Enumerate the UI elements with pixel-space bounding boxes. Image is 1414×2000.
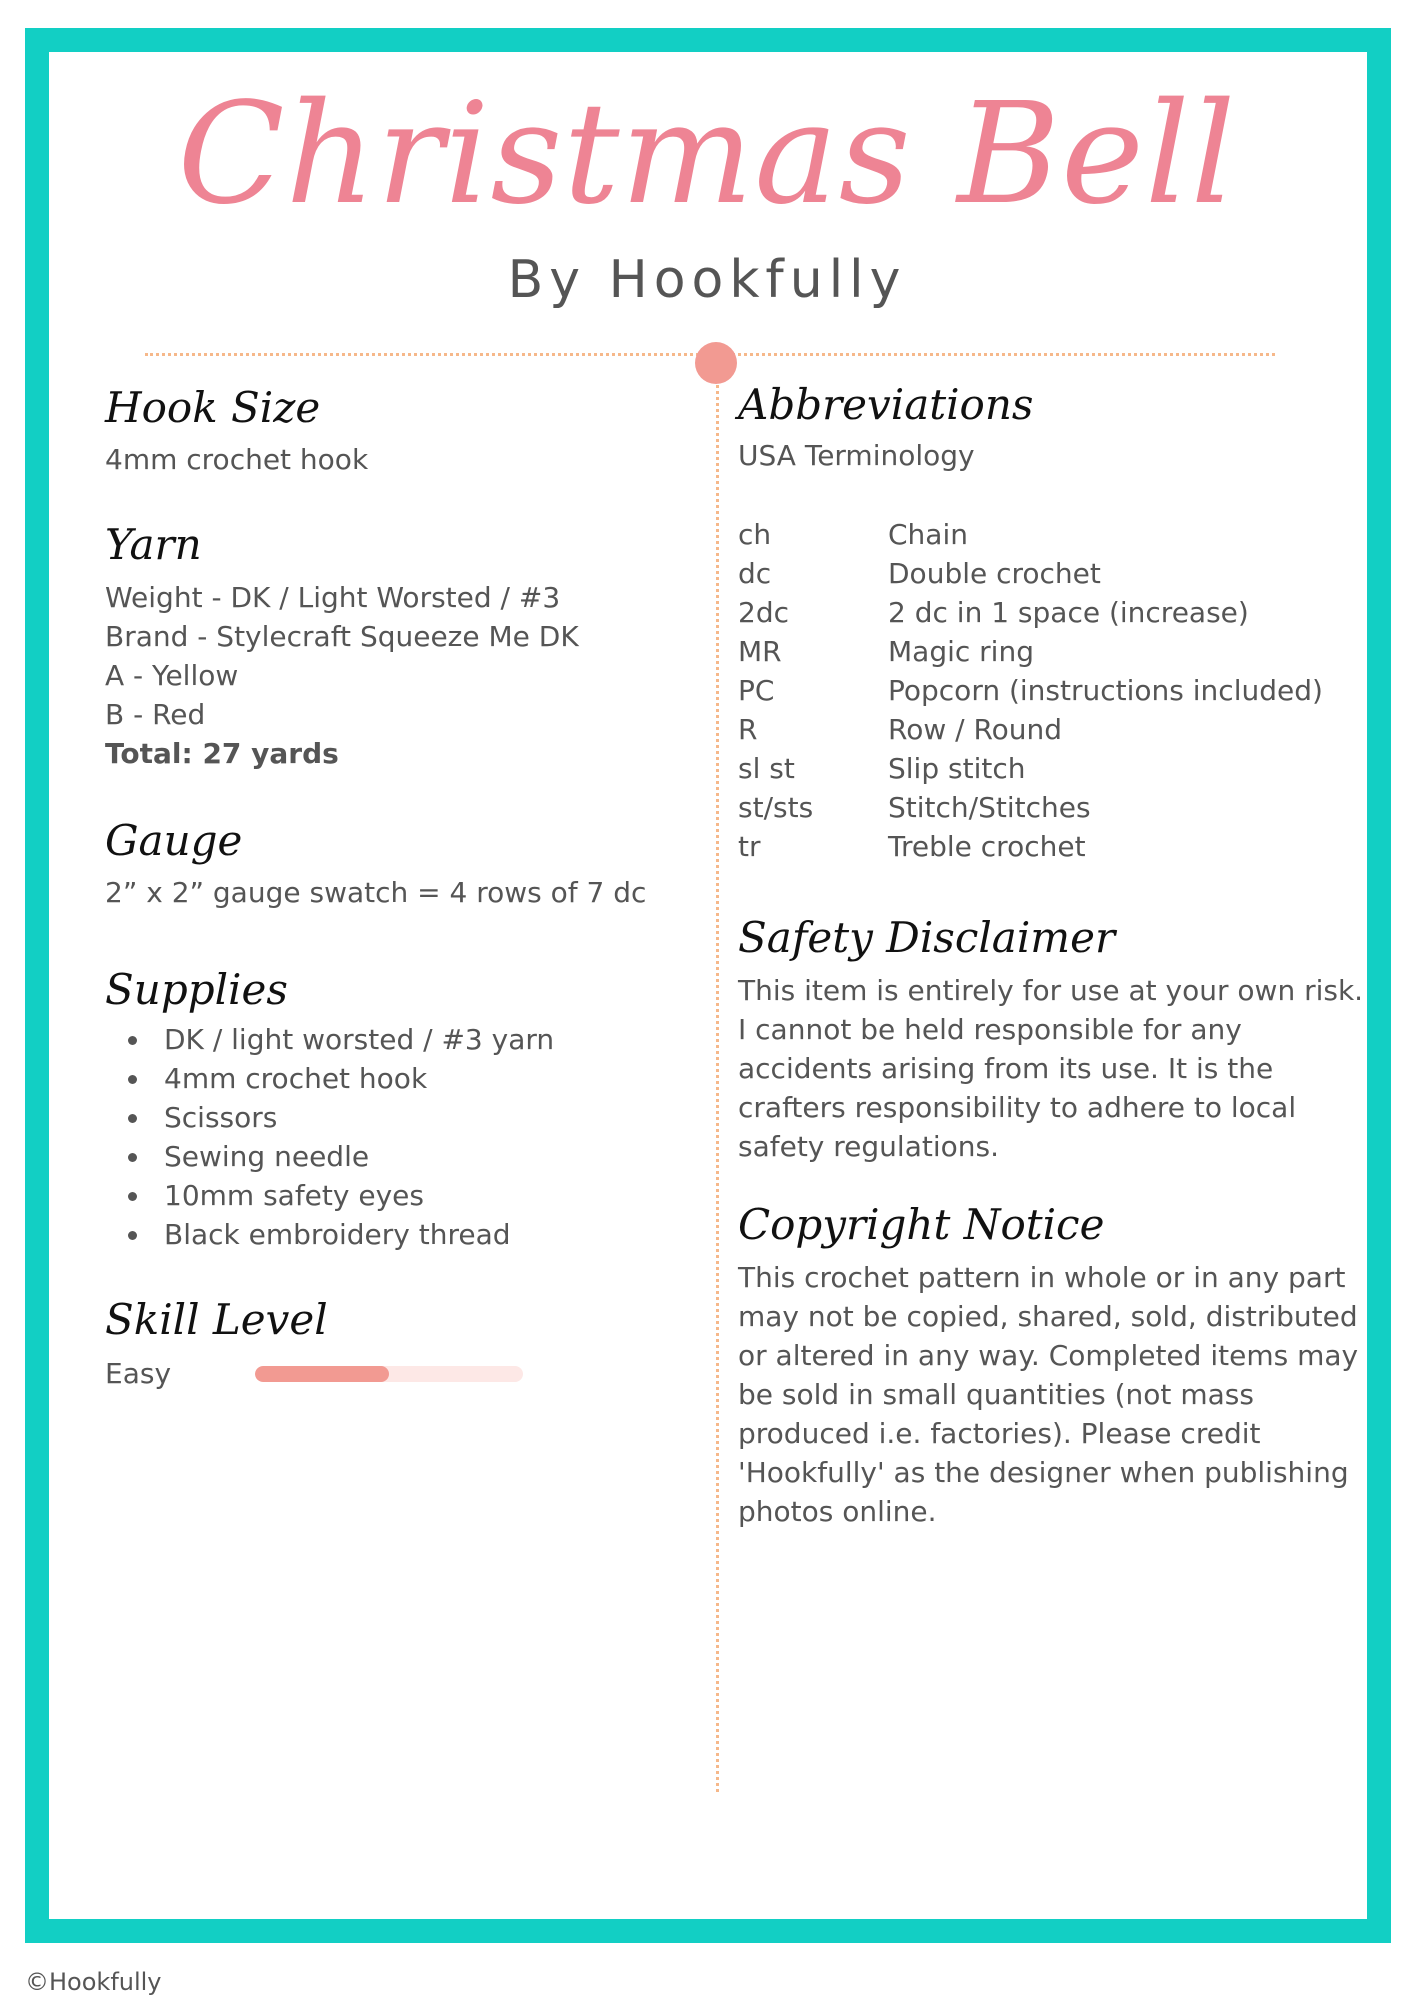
gauge-text: 2” x 2” gauge swatch = 4 rows of 7 dc [105,876,647,909]
pattern-title: Christmas Bell [177,73,1237,236]
abbr-meaning: Stitch/Stitches [888,791,1091,824]
yarn-weight: Weight - DK / Light Worsted / #3 [105,581,561,614]
skill-level-label: Easy [105,1357,172,1390]
pattern-author: By Hookfully [507,250,907,310]
footer-copyright: ©Hookfully [25,1968,162,1996]
abbr-meaning: 2 dc in 1 space (increase) [888,596,1249,629]
safety-text: This item is entirely for use at your own risk. I cannot be held responsible for any accidents arising from its use. It is the crafters responsibility to adhere to local safety regulations. [738,974,1364,1163]
abbr-code: st/sts [738,791,814,824]
yarn-color-a: A - Yellow [105,659,239,692]
abbr-code: sl st [738,752,795,785]
hook-size-heading: Hook Size [105,383,321,432]
abbr-code: tr [738,830,761,863]
abbr-code: PC [738,674,775,707]
yarn-total: Total: 27 yards [105,737,339,770]
abbr-code: ch [738,518,772,551]
skill-level-heading: Skill Level [105,1295,328,1344]
divider-dot [695,342,737,384]
list-item: • Black embroidery thread [152,1215,554,1254]
abbr-code: dc [738,557,772,590]
abbr-code: R [738,713,758,746]
skill-level-bar [255,1366,523,1382]
supplies-list [120,1020,554,1254]
abbr-meaning: Chain [888,518,968,551]
copyright-notice-heading: Copyright Notice [738,1200,1105,1249]
abbr-meaning: Treble crochet [888,830,1086,863]
copyright-notice-text: This crochet pattern in whole or in any part may not be copied, shared, sold, distributed or altered in any way. Completed items may be sold in small quantities (not mass produced i.e. factories). Please credit 'Hookfully' as the designer when publishing photos online. [738,1261,1359,1528]
supplies-heading: Supplies [105,965,288,1014]
yarn-brand: Brand - Stylecraft Squeeze Me DK [105,620,579,653]
abbr-code: MR [738,635,782,668]
abbr-code: 2dc [738,596,789,629]
yarn-color-b: B - Red [105,698,206,731]
hook-size-text: 4mm crochet hook [105,443,369,476]
abbreviations-heading: Abbreviations [738,380,1034,429]
abbr-meaning: Double crochet [888,557,1101,590]
abbr-meaning: Slip stitch [888,752,1026,785]
terminology-note: USA Terminology [738,439,975,472]
abbr-meaning: Popcorn (instructions included) [888,674,1323,707]
list-item: • 4mm crochet hook [152,1059,554,1098]
vertical-divider [716,362,719,1792]
skill-level-bar-fill [255,1366,389,1382]
list-item: • 10mm safety eyes [152,1176,554,1215]
safety-heading: Safety Disclaimer [738,913,1116,962]
abbr-meaning: Row / Round [888,713,1063,746]
gauge-heading: Gauge [105,816,243,865]
yarn-heading: Yarn [105,520,202,569]
list-item: • Sewing needle [152,1137,554,1176]
list-item: • DK / light worsted / #3 yarn [152,1020,554,1059]
list-item: • Scissors [152,1098,554,1137]
abbr-meaning: Magic ring [888,635,1034,668]
